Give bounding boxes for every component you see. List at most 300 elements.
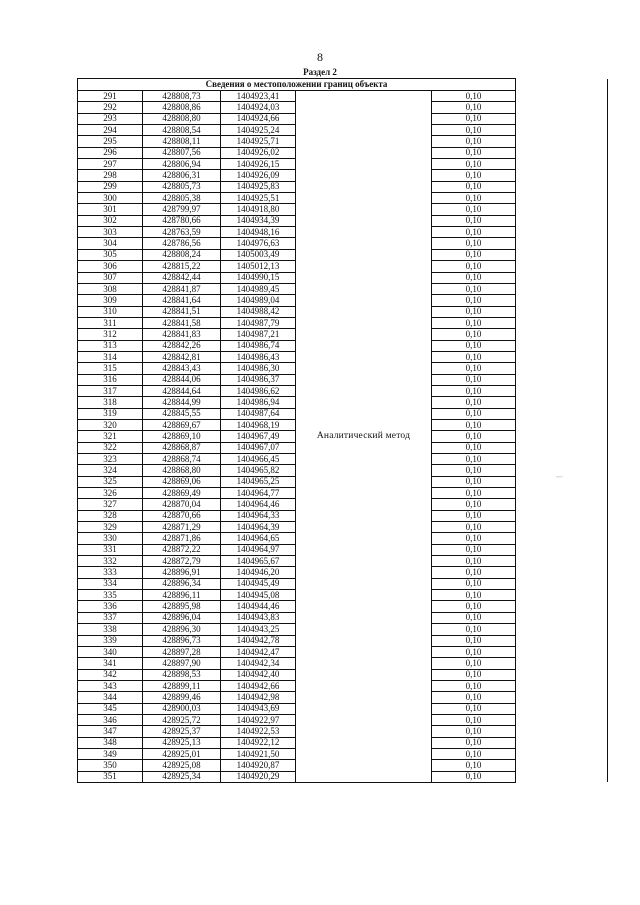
point-number-cell: 337 [78,612,143,623]
x-coordinate-cell: 428841,87 [143,283,221,294]
point-number-cell: 350 [78,760,143,771]
accuracy-cell: 0,10 [432,193,516,204]
accuracy-cell: 0,10 [432,147,516,158]
x-coordinate-cell: 428872,79 [143,556,221,567]
x-coordinate-cell: 428925,01 [143,748,221,759]
empty-column-cell [516,374,608,385]
x-coordinate-cell: 428843,43 [143,363,221,374]
point-number-cell: 315 [78,363,143,374]
point-number-cell: 334 [78,578,143,589]
accuracy-cell: 0,10 [432,748,516,759]
y-coordinate-cell: 1404986,94 [221,397,296,408]
x-coordinate-cell: 428808,54 [143,125,221,136]
point-number-cell: 328 [78,510,143,521]
y-coordinate-cell: 1404965,25 [221,476,296,487]
empty-column-cell [516,556,608,567]
point-number-cell: 311 [78,317,143,328]
x-coordinate-cell: 428805,73 [143,181,221,192]
point-number-cell: 321 [78,431,143,442]
y-coordinate-cell: 1404926,15 [221,159,296,170]
point-number-cell: 314 [78,351,143,362]
point-number-cell: 338 [78,624,143,635]
accuracy-cell: 0,10 [432,635,516,646]
point-number-cell: 348 [78,737,143,748]
x-coordinate-cell: 428806,31 [143,170,221,181]
y-coordinate-cell: 1404921,50 [221,748,296,759]
coordinates-table [77,78,608,783]
empty-column-cell [516,227,608,238]
empty-column-cell [516,680,608,691]
y-coordinate-cell: 1404926,02 [221,147,296,158]
x-coordinate-cell: 428808,11 [143,136,221,147]
empty-column-cell [516,408,608,419]
empty-column-cell [516,306,608,317]
accuracy-cell: 0,10 [432,646,516,657]
accuracy-cell: 0,10 [432,283,516,294]
accuracy-cell: 0,10 [432,374,516,385]
y-coordinate-cell: 1404987,79 [221,317,296,328]
y-coordinate-cell: 1404990,15 [221,272,296,283]
x-coordinate-cell: 428925,37 [143,726,221,737]
point-number-cell: 295 [78,136,143,147]
accuracy-cell: 0,10 [432,556,516,567]
point-number-cell: 346 [78,714,143,725]
empty-column-cell [516,499,608,510]
accuracy-cell: 0,10 [432,669,516,680]
point-number-cell: 324 [78,465,143,476]
accuracy-cell: 0,10 [432,771,516,782]
accuracy-cell: 0,10 [432,181,516,192]
x-coordinate-cell: 428844,06 [143,374,221,385]
empty-column-cell [516,113,608,124]
accuracy-cell: 0,10 [432,91,516,102]
accuracy-cell: 0,10 [432,317,516,328]
x-coordinate-cell: 428869,49 [143,488,221,499]
empty-column-cell [516,737,608,748]
point-number-cell: 291 [78,91,143,102]
x-coordinate-cell: 428869,10 [143,431,221,442]
y-coordinate-cell: 1404966,45 [221,454,296,465]
empty-column-cell [516,601,608,612]
empty-column-cell [516,397,608,408]
y-coordinate-cell: 1404964,65 [221,533,296,544]
y-coordinate-cell: 1404987,21 [221,329,296,340]
empty-column-cell [516,488,608,499]
y-coordinate-cell: 1405003,49 [221,249,296,260]
point-number-cell: 310 [78,306,143,317]
accuracy-cell: 0,10 [432,419,516,430]
accuracy-cell: 0,10 [432,102,516,113]
empty-column-cell [516,646,608,657]
x-coordinate-cell: 428897,28 [143,646,221,657]
accuracy-cell: 0,10 [432,397,516,408]
empty-column-cell [516,567,608,578]
empty-column-cell [516,771,608,782]
point-number-cell: 341 [78,658,143,669]
accuracy-cell: 0,10 [432,113,516,124]
empty-column-cell [516,215,608,226]
accuracy-cell: 0,10 [432,385,516,396]
point-number-cell: 316 [78,374,143,385]
x-coordinate-cell: 428898,53 [143,669,221,680]
empty-column-cell [516,748,608,759]
point-number-cell: 333 [78,567,143,578]
x-coordinate-cell: 428844,64 [143,385,221,396]
accuracy-cell: 0,10 [432,227,516,238]
point-number-cell: 320 [78,419,143,430]
empty-column-cell [516,669,608,680]
x-coordinate-cell: 428871,86 [143,533,221,544]
empty-column-cell [516,329,608,340]
y-coordinate-cell: 1404967,49 [221,431,296,442]
accuracy-cell: 0,10 [432,442,516,453]
empty-column-cell [516,261,608,272]
accuracy-cell: 0,10 [432,204,516,215]
empty-column-cell [516,544,608,555]
accuracy-cell: 0,10 [432,601,516,612]
point-number-cell: 303 [78,227,143,238]
empty-column-cell [516,726,608,737]
point-number-cell: 308 [78,283,143,294]
point-number-cell: 330 [78,533,143,544]
y-coordinate-cell: 1404989,04 [221,295,296,306]
point-number-cell: 340 [78,646,143,657]
y-coordinate-cell: 1404988,42 [221,306,296,317]
empty-column-cell [516,760,608,771]
empty-column-cell [516,159,608,170]
y-coordinate-cell: 1404943,25 [221,624,296,635]
accuracy-cell: 0,10 [432,363,516,374]
x-coordinate-cell: 428841,58 [143,317,221,328]
point-number-cell: 300 [78,193,143,204]
empty-column-cell [516,533,608,544]
point-number-cell: 335 [78,590,143,601]
x-coordinate-cell: 428868,87 [143,442,221,453]
point-number-cell: 297 [78,159,143,170]
y-coordinate-cell: 1404942,40 [221,669,296,680]
x-coordinate-cell: 428897,90 [143,658,221,669]
y-coordinate-cell: 1404943,83 [221,612,296,623]
empty-column-cell [516,170,608,181]
accuracy-cell: 0,10 [432,488,516,499]
empty-column-cell [516,522,608,533]
y-coordinate-cell: 1405012,13 [221,261,296,272]
accuracy-cell: 0,10 [432,612,516,623]
x-coordinate-cell: 428868,80 [143,465,221,476]
point-number-cell: 325 [78,476,143,487]
point-number-cell: 331 [78,544,143,555]
point-number-cell: 351 [78,771,143,782]
x-coordinate-cell: 428925,13 [143,737,221,748]
accuracy-cell: 0,10 [432,624,516,635]
point-number-cell: 299 [78,181,143,192]
x-coordinate-cell: 428900,03 [143,703,221,714]
accuracy-cell: 0,10 [432,238,516,249]
empty-column-cell [516,635,608,646]
accuracy-cell: 0,10 [432,215,516,226]
empty-column-cell [516,714,608,725]
point-number-cell: 307 [78,272,143,283]
y-coordinate-cell: 1404986,43 [221,351,296,362]
accuracy-cell: 0,10 [432,499,516,510]
x-coordinate-cell: 428896,73 [143,635,221,646]
y-coordinate-cell: 1404924,03 [221,102,296,113]
empty-column-cell [516,612,608,623]
point-number-cell: 294 [78,125,143,136]
y-coordinate-cell: 1404968,19 [221,419,296,430]
y-coordinate-cell: 1404923,41 [221,91,296,102]
accuracy-cell: 0,10 [432,737,516,748]
y-coordinate-cell: 1404924,66 [221,113,296,124]
accuracy-cell: 0,10 [432,454,516,465]
empty-column-cell [516,351,608,362]
point-number-cell: 345 [78,703,143,714]
y-coordinate-cell: 1404925,83 [221,181,296,192]
point-number-cell: 326 [78,488,143,499]
y-coordinate-cell: 1404943,69 [221,703,296,714]
empty-column-cell [516,385,608,396]
x-coordinate-cell: 428805,38 [143,193,221,204]
y-coordinate-cell: 1404964,33 [221,510,296,521]
point-number-cell: 301 [78,204,143,215]
accuracy-cell: 0,10 [432,340,516,351]
point-number-cell: 332 [78,556,143,567]
y-coordinate-cell: 1404967,07 [221,442,296,453]
empty-column-cell [516,249,608,260]
x-coordinate-cell: 428872,22 [143,544,221,555]
point-number-cell: 343 [78,680,143,691]
empty-column-cell [516,317,608,328]
accuracy-cell: 0,10 [432,272,516,283]
y-coordinate-cell: 1404918,80 [221,204,296,215]
accuracy-cell: 0,10 [432,170,516,181]
x-coordinate-cell: 428808,24 [143,249,221,260]
x-coordinate-cell: 428871,29 [143,522,221,533]
x-coordinate-cell: 428842,81 [143,351,221,362]
empty-column-cell [516,578,608,589]
point-number-cell: 339 [78,635,143,646]
accuracy-cell: 0,10 [432,476,516,487]
accuracy-cell: 0,10 [432,261,516,272]
x-coordinate-cell: 428895,98 [143,601,221,612]
empty-column-cell [516,181,608,192]
point-number-cell: 322 [78,442,143,453]
y-coordinate-cell: 1404989,45 [221,283,296,294]
y-coordinate-cell: 1404965,82 [221,465,296,476]
y-coordinate-cell: 1404945,49 [221,578,296,589]
empty-column-cell [516,147,608,158]
accuracy-cell: 0,10 [432,590,516,601]
accuracy-cell: 0,10 [432,249,516,260]
y-coordinate-cell: 1404942,98 [221,692,296,703]
y-coordinate-cell: 1404925,51 [221,193,296,204]
empty-column-cell [516,624,608,635]
empty-column-cell [516,703,608,714]
point-number-cell: 293 [78,113,143,124]
empty-column-cell [516,431,608,442]
point-number-cell: 349 [78,748,143,759]
y-coordinate-cell: 1404986,62 [221,385,296,396]
method-cell: Аналитический метод [296,91,432,783]
empty-column-cell [516,91,608,102]
x-coordinate-cell: 428841,83 [143,329,221,340]
table-header-row [78,79,608,91]
point-number-cell: 305 [78,249,143,260]
point-number-cell: 309 [78,295,143,306]
accuracy-cell: 0,10 [432,306,516,317]
x-coordinate-cell: 428844,99 [143,397,221,408]
y-coordinate-cell: 1404948,16 [221,227,296,238]
point-number-cell: 306 [78,261,143,272]
accuracy-cell: 0,10 [432,567,516,578]
accuracy-cell: 0,10 [432,658,516,669]
accuracy-cell: 0,10 [432,295,516,306]
x-coordinate-cell: 428815,22 [143,261,221,272]
y-coordinate-cell: 1404964,77 [221,488,296,499]
y-coordinate-cell: 1404922,97 [221,714,296,725]
x-coordinate-cell: 428808,86 [143,102,221,113]
y-coordinate-cell: 1404922,12 [221,737,296,748]
y-coordinate-cell: 1404942,47 [221,646,296,657]
table-header: Сведения о местоположении границ объекта [78,79,516,91]
x-coordinate-cell: 428799,97 [143,204,221,215]
empty-column-cell [516,272,608,283]
empty-column-cell [516,340,608,351]
accuracy-cell: 0,10 [432,510,516,521]
accuracy-cell: 0,10 [432,544,516,555]
y-coordinate-cell: 1404987,64 [221,408,296,419]
y-coordinate-cell: 1404976,63 [221,238,296,249]
accuracy-cell: 0,10 [432,329,516,340]
x-coordinate-cell: 428869,67 [143,419,221,430]
x-coordinate-cell: 428806,94 [143,159,221,170]
x-coordinate-cell: 428807,56 [143,147,221,158]
y-coordinate-cell: 1404986,37 [221,374,296,385]
y-coordinate-cell: 1404964,97 [221,544,296,555]
accuracy-cell: 0,10 [432,680,516,691]
empty-column-cell [516,136,608,147]
accuracy-cell: 0,10 [432,703,516,714]
x-coordinate-cell: 428842,26 [143,340,221,351]
empty-column-cell [516,193,608,204]
x-coordinate-cell: 428896,11 [143,590,221,601]
empty-column-cell [516,204,608,215]
accuracy-cell: 0,10 [432,522,516,533]
x-coordinate-cell: 428841,64 [143,295,221,306]
point-number-cell: 298 [78,170,143,181]
y-coordinate-cell: 1404964,39 [221,522,296,533]
page-number: 8 [317,50,323,64]
accuracy-cell: 0,10 [432,431,516,442]
accuracy-cell: 0,10 [432,760,516,771]
y-coordinate-cell: 1404934,39 [221,215,296,226]
x-coordinate-cell: 428780,66 [143,215,221,226]
x-coordinate-cell: 428786,56 [143,238,221,249]
accuracy-cell: 0,10 [432,692,516,703]
accuracy-cell: 0,10 [432,125,516,136]
accuracy-cell: 0,10 [432,465,516,476]
point-number-cell: 304 [78,238,143,249]
x-coordinate-cell: 428808,80 [143,113,221,124]
point-number-cell: 296 [78,147,143,158]
accuracy-cell: 0,10 [432,408,516,419]
empty-column-cell [516,442,608,453]
x-coordinate-cell: 428899,11 [143,680,221,691]
accuracy-cell: 0,10 [432,136,516,147]
y-coordinate-cell: 1404964,46 [221,499,296,510]
empty-column-cell [516,363,608,374]
x-coordinate-cell: 428763,59 [143,227,221,238]
empty-column-cell [516,658,608,669]
y-coordinate-cell: 1404945,08 [221,590,296,601]
empty-column-cell [516,125,608,136]
y-coordinate-cell: 1404944,46 [221,601,296,612]
x-coordinate-cell: 428868,74 [143,454,221,465]
y-coordinate-cell: 1404942,34 [221,658,296,669]
x-coordinate-cell: 428925,72 [143,714,221,725]
x-coordinate-cell: 428899,46 [143,692,221,703]
empty-column-cell [516,419,608,430]
y-coordinate-cell: 1404946,20 [221,567,296,578]
y-coordinate-cell: 1404965,67 [221,556,296,567]
x-coordinate-cell: 428841,51 [143,306,221,317]
point-number-cell: 347 [78,726,143,737]
empty-column-cell [516,692,608,703]
x-coordinate-cell: 428869,06 [143,476,221,487]
x-coordinate-cell: 428808,73 [143,91,221,102]
point-number-cell: 329 [78,522,143,533]
point-number-cell: 336 [78,601,143,612]
accuracy-cell: 0,10 [432,578,516,589]
point-number-cell: 327 [78,499,143,510]
x-coordinate-cell: 428870,66 [143,510,221,521]
x-coordinate-cell: 428925,08 [143,760,221,771]
x-coordinate-cell: 428870,04 [143,499,221,510]
table-row [78,91,608,102]
y-coordinate-cell: 1404986,30 [221,363,296,374]
empty-column-cell [516,590,608,601]
empty-column-cell [516,295,608,306]
x-coordinate-cell: 428845,55 [143,408,221,419]
empty-column-cell [516,454,608,465]
point-number-cell: 323 [78,454,143,465]
accuracy-cell: 0,10 [432,351,516,362]
y-coordinate-cell: 1404942,78 [221,635,296,646]
x-coordinate-cell: 428896,04 [143,612,221,623]
point-number-cell: 302 [78,215,143,226]
empty-column-cell [516,79,608,91]
point-number-cell: 317 [78,385,143,396]
point-number-cell: 318 [78,397,143,408]
x-coordinate-cell: 428842,44 [143,272,221,283]
y-coordinate-cell: 1404925,71 [221,136,296,147]
empty-column-cell [516,510,608,521]
x-coordinate-cell: 428896,30 [143,624,221,635]
accuracy-cell: 0,10 [432,714,516,725]
x-coordinate-cell: 428925,34 [143,771,221,782]
accuracy-cell: 0,10 [432,533,516,544]
empty-column-cell [516,283,608,294]
y-coordinate-cell: 1404925,24 [221,125,296,136]
accuracy-cell: 0,10 [432,159,516,170]
section-title: Раздел 2 [303,67,337,77]
y-coordinate-cell: 1404942,66 [221,680,296,691]
point-number-cell: 342 [78,669,143,680]
point-number-cell: 313 [78,340,143,351]
x-coordinate-cell: 428896,91 [143,567,221,578]
empty-column-cell [516,102,608,113]
y-coordinate-cell: 1404986,74 [221,340,296,351]
